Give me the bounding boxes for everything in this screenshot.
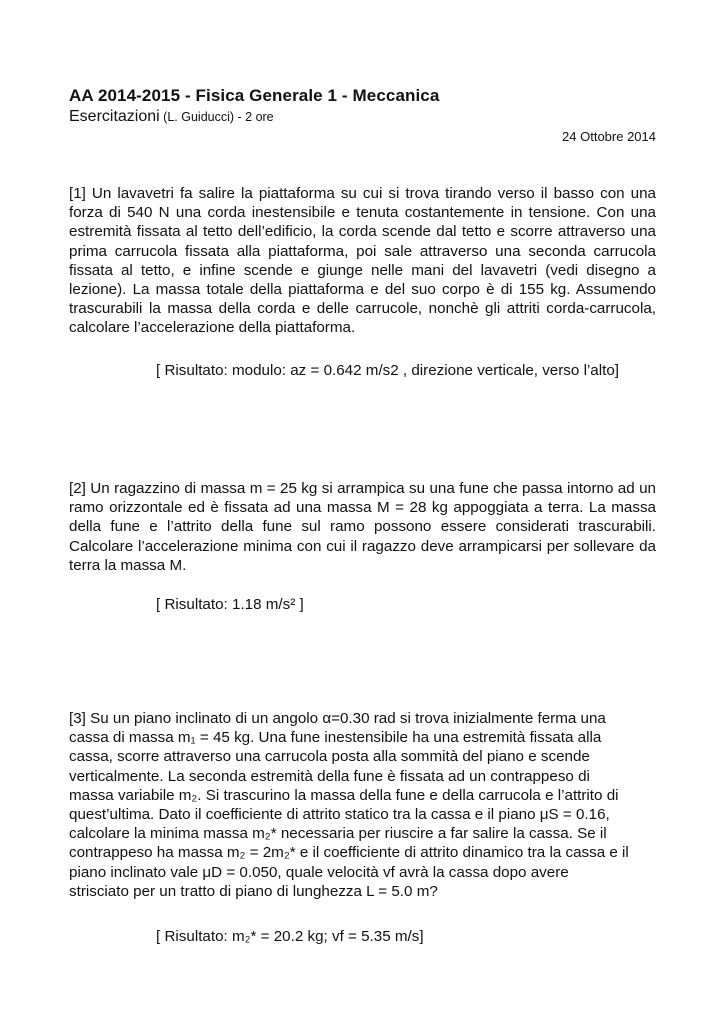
subtitle-main: Esercitazioni — [69, 108, 160, 125]
exercise-3-result: [ Risultato: m₂* = 20.2 kg; vf = 5.35 m/s] — [156, 928, 424, 945]
exercise-3-text — [69, 709, 656, 901]
exercise-3-line: quest’ultima. Dato il coefficiente di attrito statico tra la cassa e il piano μS = 0.16, — [69, 806, 610, 824]
document-title: AA 2014-2015 - Fisica Generale 1 - Meccanica — [69, 86, 440, 105]
exercise-3-line: cassa, scorre attraverso una carrucola posta alla sommità del piano e scende — [69, 748, 590, 766]
exercise-3-line: verticalmente. La seconda estremità della fune è fissata ad un contrappeso di — [69, 767, 590, 785]
exercise-3-line: contrappeso ha massa m₂ = 2m₂* e il coefficiente di attrito dinamico tra la cassa e il — [69, 844, 629, 862]
exercise-2-result: [ Risultato: 1.18 m/s² ] — [156, 596, 304, 613]
exercise-3-line: piano inclinato vale μD = 0.050, quale velocità vf avrà la cassa dopo avere — [69, 863, 569, 881]
document-subtitle — [69, 108, 274, 126]
exercise-1-text: [1] Un lavavetri fa salire la piattaforma su cui si trova tirando verso il basso con una forza di 540 N una corda inestensibile e tenuta costantemente in tensione. Con una estremità fissata al tetto dell’edificio, la corda scende dal tetto e scorre attraverso una prima carrucola fissata alla piattaforma, poi sale attraverso una seconda carrucola fissata al tetto, e infine scende e giunge nelle mani del lavavetri (vedi disegno a lezione). La massa totale della piattaforma e del suo corpo è di 155 kg. Assumendo trascurabili la massa della corda e delle carrucole, nonchè gli attriti corda-carrucola, calcolare l’accelerazione della piattaforma. — [69, 185, 656, 337]
exercise-3-line: strisciato per un tratto di piano di lunghezza L = 5.0 m? — [69, 882, 438, 900]
exercise-3-line: cassa di massa m₁ = 45 kg. Una fune inestensibile ha una estremità fissata alla — [69, 729, 602, 747]
exercise-3-line: massa variabile m₂. Si trascurino la massa della fune e della carrucola e l’attrito di — [69, 786, 619, 804]
subtitle-instructor: (L. Guiducci) - 2 ore — [159, 110, 274, 124]
exercise-1-result: [ Risultato: modulo: az = 0.642 m/s2 , direzione verticale, verso l’alto] — [156, 362, 620, 379]
exercise-3-line: [3] Su un piano inclinato di un angolo α=0.30 rad si trova inizialmente ferma una — [69, 710, 606, 727]
exercise-2-text: [2] Un ragazzino di massa m = 25 kg si arrampica su una fune che passa intorno ad un ramo orizzontale ed è fissata ad una massa M = 28 kg appoggiata a terra. La massa della fune e l’attrito della fune sul ramo possono essere considerati trascurabili. Calcolare l’accelerazione minima con cui il ragazzo deve arrampicarsi per sollevare da terra la massa M. — [69, 480, 656, 574]
document-date: 24 Ottobre 2014 — [562, 129, 656, 144]
exercise-3-line: calcolare la minima massa m₂* necessaria per riuscire a far salire la cassa. Se il — [69, 825, 607, 843]
